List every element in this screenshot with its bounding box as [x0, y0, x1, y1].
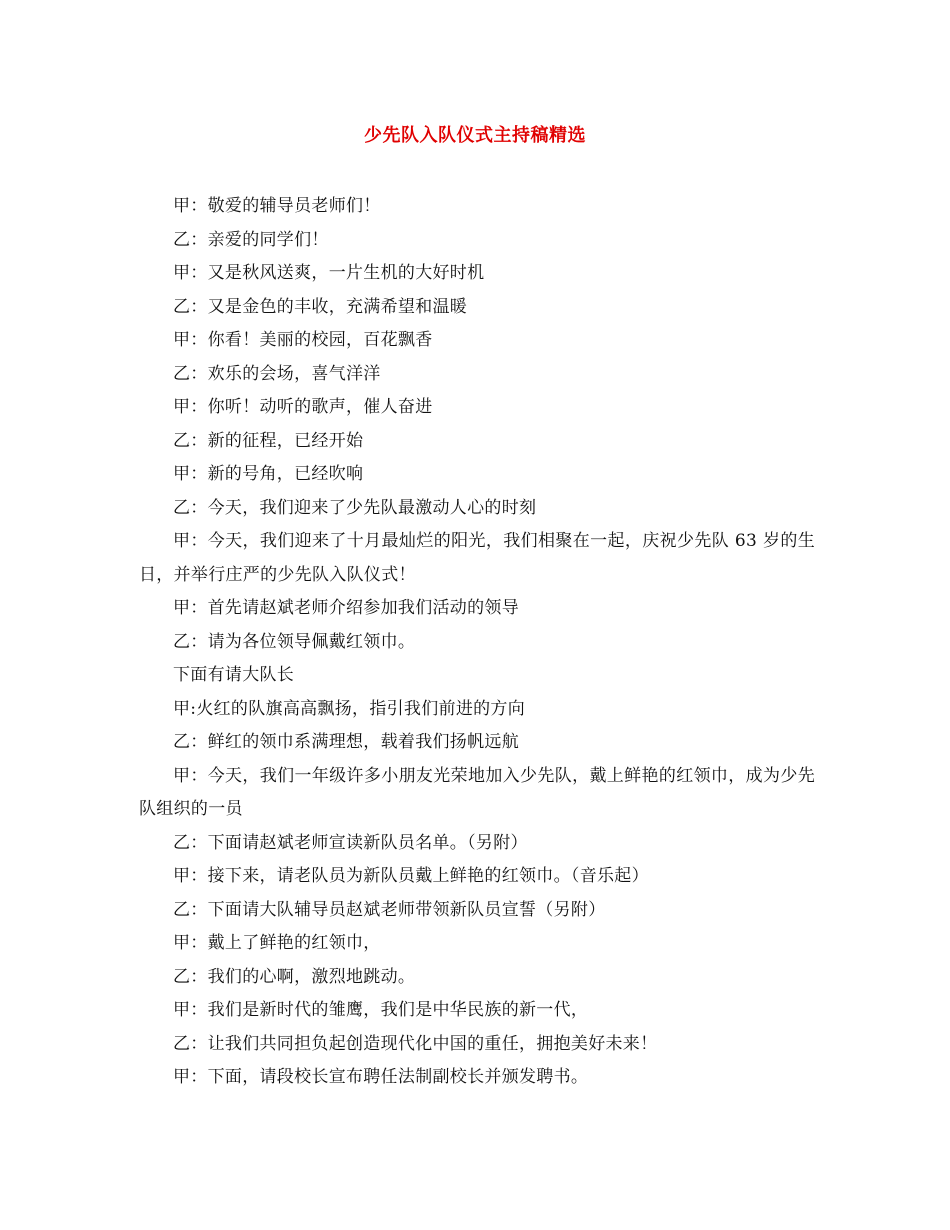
dialogue-line-12: 甲：首先请赵斌老师介绍参加我们活动的领导 — [173, 598, 519, 618]
dialogue-line-13: 乙：请为各位领导佩戴红领巾。 — [173, 631, 416, 652]
dialogue-line-24: 乙：让我们共同担负起创造现代化中国的重任，拥抱美好未来！ — [173, 1033, 658, 1054]
dialogue-line-22: 乙：我们的心啊，激烈地跳动。 — [173, 966, 416, 987]
dialogue-line-9: 甲：新的号角，已经吹响 — [173, 464, 364, 484]
document-body — [139, 190, 815, 1095]
dialogue-line-10: 乙：今天，我们迎来了少先队最激动人心的时刻 — [173, 497, 537, 518]
dialogue-line-2: 乙：亲爱的同学们！ — [173, 229, 329, 250]
dialogue-line-14: 下面有请大队长 — [173, 665, 295, 685]
dialogue-line-15: 甲:火红的队旗高高飘扬，指引我们前进的方向 — [173, 698, 526, 719]
dialogue-line-17: 甲：今天，我们一年级许多小朋友光荣地加入少先队，戴上鲜艳的红领巾，成为少先队组织的一员 — [139, 765, 815, 819]
dialogue-line-7: 甲：你听！动听的歌声，催人奋进 — [173, 397, 433, 417]
dialogue-line-18: 乙：下面请赵斌老师宣读新队员名单。（另附） — [173, 832, 528, 853]
dialogue-line-11: 甲：今天，我们迎来了十月最灿烂的阳光，我们相聚在一起，庆祝少先队 63 岁的生日，并举行庄严的少先队入队仪式！ — [139, 531, 815, 585]
dialogue-line-20: 乙：下面请大队辅导员赵斌老师带领新队员宣誓（另附） — [173, 899, 606, 920]
dialogue-line-6: 乙：欢乐的会场，喜气洋洋 — [173, 363, 381, 384]
dialogue-line-3: 甲：又是秋风送爽，一片生机的大好时机 — [173, 263, 485, 283]
dialogue-line-4: 乙：又是金色的丰收，充满希望和温暖 — [173, 296, 468, 317]
dialogue-line-5: 甲：你看！美丽的校园，百花飘香 — [173, 330, 433, 350]
dialogue-line-23: 甲：我们是新时代的雏鹰，我们是中华民族的新一代， — [173, 1000, 589, 1020]
dialogue-line-1: 甲：敬爱的辅导员老师们！ — [173, 196, 381, 216]
document-title: 少先队入队仪式主持稿精选 — [364, 125, 586, 146]
dialogue-line-8: 乙：新的征程，已经开始 — [173, 430, 364, 451]
dialogue-line-21: 甲：戴上了鲜艳的红领巾， — [173, 933, 381, 953]
dialogue-line-25: 甲：下面，请段校长宣布聘任法制副校长并颁发聘书。 — [173, 1067, 589, 1087]
dialogue-line-16: 乙：鲜红的领巾系满理想，载着我们扬帆远航 — [173, 732, 519, 752]
dialogue-line-19: 甲：接下来，请老队员为新队员戴上鲜艳的红领巾。（音乐起） — [173, 866, 649, 886]
